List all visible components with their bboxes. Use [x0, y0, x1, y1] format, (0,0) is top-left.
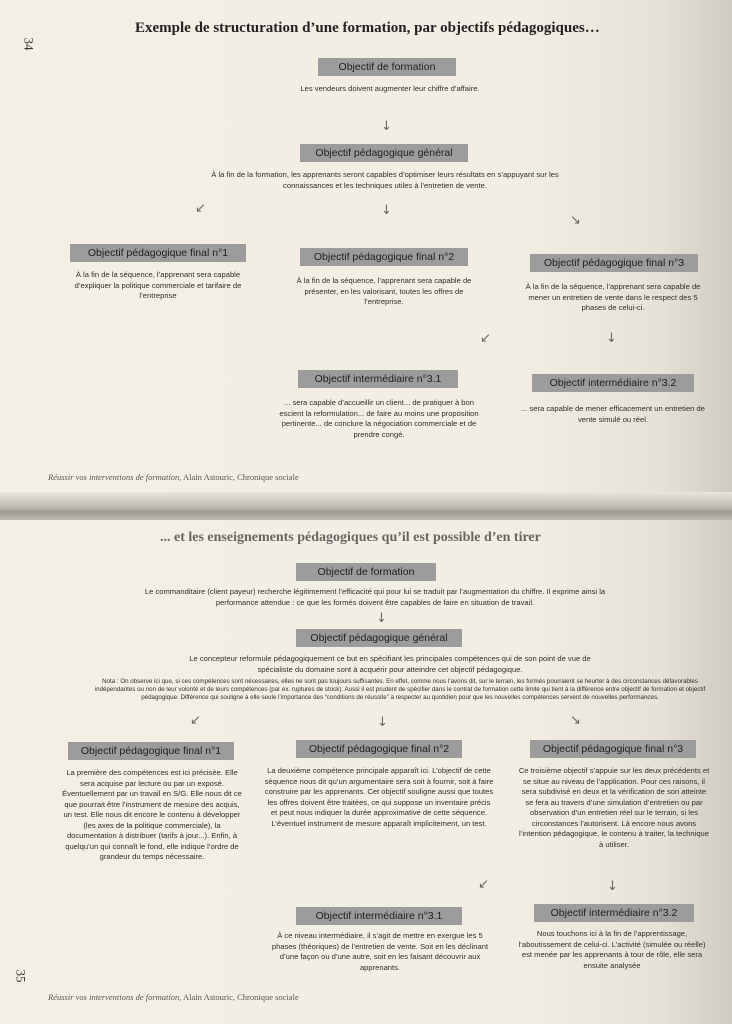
- top-inter32-box: Objectif intermédiaire n°3.2: [532, 374, 694, 392]
- top-title: Exemple de structuration d’une formation, par objectifs pédagogiques…: [135, 20, 600, 36]
- top-objectif-general-text: À la fin de la formation, les apprenants seront capables d’optimiser leurs résultats en s’appuyant sur les connaissances et les techniques utiles à l’entretien de vente.: [211, 170, 559, 190]
- arrow-down-left-icon: ↙: [478, 877, 489, 892]
- bottom-inter32-text: Nous touchons ici à la fin de l’apprentissage, l’aboutissement de celui-ci. L’activité (simulée ou réelle) est menée par les apprenants à tour de rôle, elle sera ensuite analysée: [518, 929, 706, 970]
- arrow-down-icon: ↓: [381, 119, 392, 134]
- top-objectif-general-box: Objectif pédagogique général: [300, 144, 468, 162]
- bottom-caption: Réussir vos interventions de formation, Alain Astouric, Chronique sociale: [48, 992, 299, 1002]
- arrow-down-left-icon: ↙: [480, 331, 491, 346]
- arrow-down-icon: ↓: [607, 879, 618, 894]
- arrow-down-icon: ↓: [381, 203, 392, 218]
- page-number-top: 34: [21, 37, 37, 51]
- bottom-final3-text: Ce troisième objectif s’appuie sur les deux précédents et se situe au niveau de l’application. Pour ces raisons, il sera subdivisé en deux et la vérification de son atteinte se fera au travers d’une simulation d’entretien ou par observation d’un entretien réel sur le terrain, si les circonstances l’autorisent. Là encore nous avons l’intention pédagogique, le contenu à traiter, la technique à utiliser.: [518, 766, 710, 849]
- bottom-final1-box: Objectif pédagogique final n°1: [68, 742, 234, 760]
- bottom-final1-text: La première des compétences est ici précisée. Elle sera acquise par lecture ou par un exposé. Éventuellement par un travail en S/G. Elle nous dit ce que pourrait être l’instrument de mesure des acquis, un test. Elle nous dit encore le contenu à développer (les axes de la politique commerciale), la documentation à distribuer (tarifs à jour...). Enfin, à quelqu’un qui connaît le fond, elle indique l’ordre de grandeur du temps nécessaire.: [62, 768, 242, 861]
- bottom-objectif-general-text: Le concepteur reformule pédagogiquement ce but en spécifiant les principales compétences qui de son point de vue de spécialiste du domaine sont à acquérir pour atteindre cet objectif pédagogique.: [189, 654, 591, 674]
- bottom-nota: Nota : On observe ici que, si ces compétences sont nécessaires, elles ne sont pas toujours suffisantes. En effet, comme nous l’avons dit, sur le terrain, les formés pourraient se heurter à des circonstances défavorables indépendantes ou non de leur volonté et de leurs compétences (par ex. ruptures de stock). Aussi il est prudent de spécifier dans le contrat de formation cette limite qui tient à la différence entre objectif de formation et objectif pédagogique. Différence qui souligne à elle seule l’importance des “conditions de réussite” à respecter au quotidien pour que les nouvelles compétences servent de nouvelles performances.: [94, 678, 706, 701]
- top-inter31-box: Objectif intermédiaire n°3.1: [298, 370, 458, 388]
- top-objectif-formation-box: Objectif de formation: [318, 58, 456, 76]
- bottom-final2-text: La deuxième compétence principale apparaît ici. L’objectif de cette séquence nous dit qu’un argumentaire sera soit à fournir, soit à faire construire par les apprenants. Cet objectif souligne aussi que toutes les offres doivent être traitées, ce qui suppose un inventaire précis et peut nous indiquer la durée approximative de cette séquence. L’éventuel instrument de mesure apparaît implicitement, un test.: [264, 766, 494, 828]
- arrow-down-icon: ↓: [606, 331, 617, 346]
- top-final1-text: À la fin de la séquence, l’apprenant sera capable d’expliquer la politique commerciale et tarifaire de l’entreprise: [74, 270, 242, 300]
- arrow-down-right-icon: ↘: [570, 713, 581, 728]
- arrow-down-right-icon: ↘: [570, 213, 581, 228]
- bottom-inter32-box: Objectif intermédiaire n°3.2: [534, 904, 694, 922]
- arrow-down-left-icon: ↙: [195, 201, 206, 216]
- bottom-objectif-formation-box: Objectif de formation: [296, 563, 436, 581]
- top-final3-text: À la fin de la séquence, l’apprenant sera capable de mener un entretien de vente dans le respect des 5 phases de celui-ci.: [525, 282, 701, 312]
- page-number-bottom: 35: [13, 969, 29, 983]
- top-inter32-text: ... sera capable de mener efficacement un entretien de vente simulé ou réel.: [521, 404, 705, 424]
- top-inter31-text: ... sera capable d’accueillir un client... de pratiquer à bon escient la reformulation... de faire au moins une proposition pertinente... de conclure la négociation commerciale et de prendre congé.: [279, 398, 479, 439]
- bottom-final3-box: Objectif pédagogique final n°3: [530, 740, 696, 758]
- bottom-inter31-text: À ce niveau intermédiaire, il s’agit de mettre en exergue les 5 phases (théoriques) de l’entretien de vente. Soit en les déclinant d’une façon ou d’une autre, soit en les faisant découvrir aux apprenants.: [271, 931, 489, 972]
- top-final2-box: Objectif pédagogique final n°2: [300, 248, 468, 266]
- bottom-objectif-general-box: Objectif pédagogique général: [296, 629, 462, 647]
- top-caption: Réussir vos interventions de formation, Alain Astouric, Chronique sociale: [48, 472, 299, 482]
- top-final1-box: Objectif pédagogique final n°1: [70, 244, 246, 262]
- bottom-final2-box: Objectif pédagogique final n°2: [296, 740, 462, 758]
- arrow-down-icon: ↓: [377, 715, 388, 730]
- bottom-objectif-formation-text: Le commanditaire (client payeur) recherche légitimement l’efficacité qui pour lui se traduit par l’augmentation du chiffre. Il exprime ainsi la performance attendue : ce que les formés doivent être capables de faire en situation de travail.: [144, 587, 606, 607]
- top-page: [0, 0, 732, 500]
- top-final3-box: Objectif pédagogique final n°3: [530, 254, 698, 272]
- bottom-inter31-box: Objectif intermédiaire n°3.1: [296, 907, 462, 925]
- top-final2-text: À la fin de la séquence, l’apprenant sera capable de présenter, en les valorisant, toutes les offres de l’entreprise.: [296, 276, 472, 306]
- arrow-down-icon: ↓: [376, 611, 387, 626]
- arrow-down-left-icon: ↙: [190, 713, 201, 728]
- bottom-title: ... et les enseignements pédagogiques qu’il est possible d’en tirer: [160, 530, 541, 545]
- top-objectif-formation-text: Les vendeurs doivent augmenter leur chiffre d’affaire.: [300, 84, 480, 93]
